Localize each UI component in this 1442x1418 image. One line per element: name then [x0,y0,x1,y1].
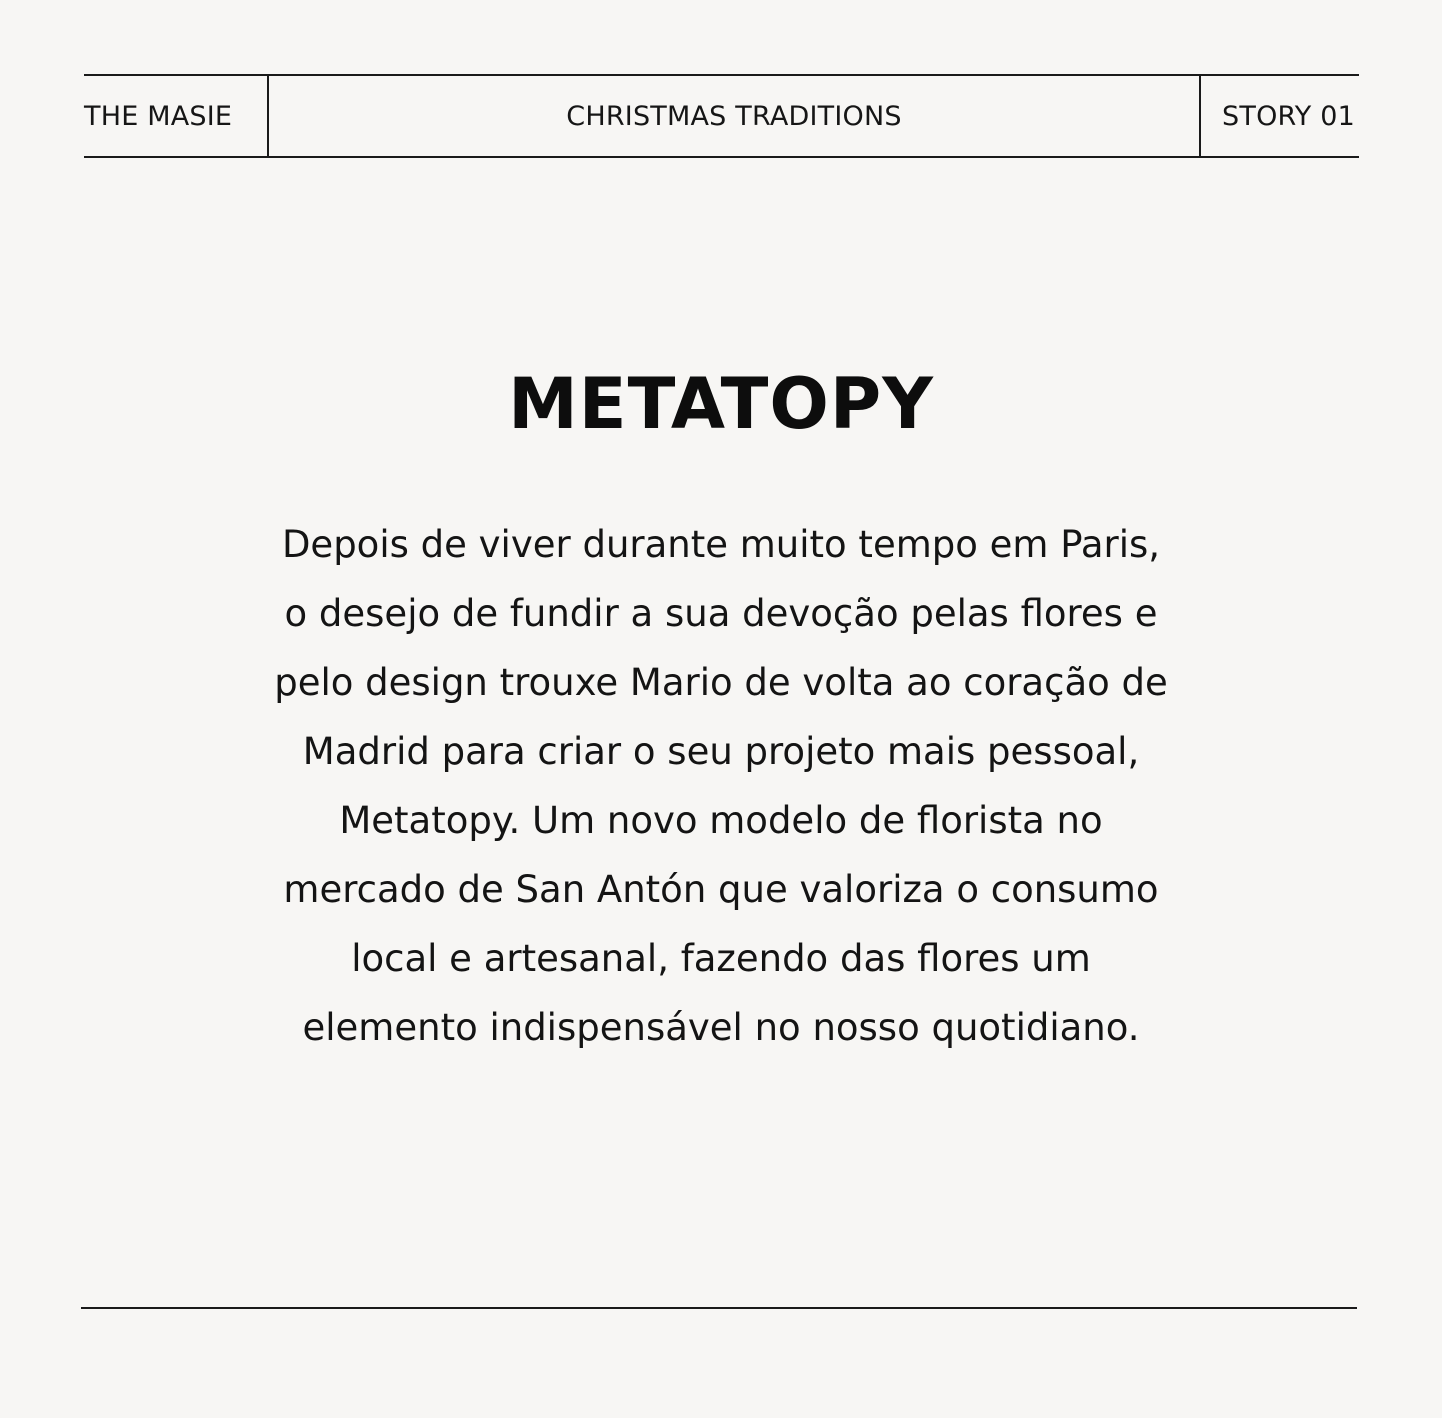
body-line: local e artesanal, fazendo das flores um [351,937,1091,980]
body-line: pelo design trouxe Mario de volta ao coração de [274,661,1168,704]
section-label: CHRISTMAS TRADITIONS [566,100,902,132]
header-bar [84,74,1359,158]
story-number-label: STORY 01 [1199,76,1359,156]
body-line: o desejo de fundir a sua devoção pelas flores e [284,592,1158,635]
article-body [221,510,1221,1062]
body-line: Depois de viver durante muito tempo em Paris, [281,523,1161,566]
body-line: Madrid para criar o seu projeto mais pessoal, [302,730,1140,773]
body-line: Metatopy. Um novo modelo de florista no [339,799,1103,842]
footer-divider [81,1307,1357,1309]
body-line: mercado de San Antón que valoriza o consumo [283,868,1159,911]
article-title: METATOPY [508,363,934,445]
body-line: elemento indispensável no nosso quotidiano. [302,1006,1140,1049]
brand-label: THE MASIE [84,76,269,156]
